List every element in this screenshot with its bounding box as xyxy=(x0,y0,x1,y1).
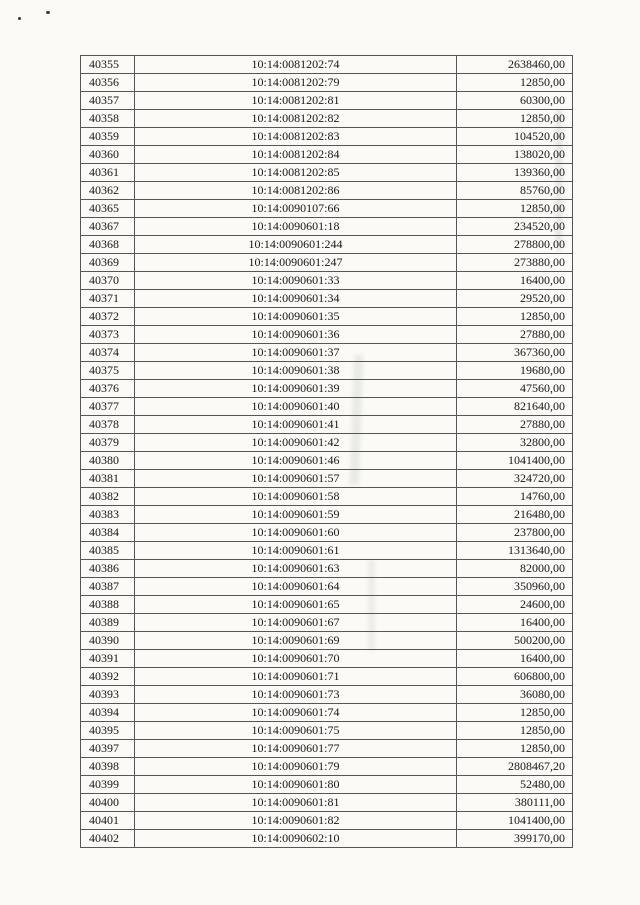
cell-amount: 399170,00 xyxy=(457,830,573,848)
table-row xyxy=(81,524,573,542)
cell-amount: 82000,00 xyxy=(457,560,573,578)
cell-record-id: 40374 xyxy=(81,344,135,362)
table-row xyxy=(81,488,573,506)
table-row xyxy=(81,308,573,326)
cell-record-id: 40360 xyxy=(81,146,135,164)
cell-record-id: 40402 xyxy=(81,830,135,848)
cell-cadastral-code: 10:14:0090601:67 xyxy=(135,614,457,632)
table-row xyxy=(81,758,573,776)
table-row xyxy=(81,578,573,596)
table-row xyxy=(81,434,573,452)
cell-cadastral-code: 10:14:0090601:18 xyxy=(135,218,457,236)
cell-record-id: 40358 xyxy=(81,110,135,128)
table-row xyxy=(81,416,573,434)
cell-cadastral-code: 10:14:0090601:70 xyxy=(135,650,457,668)
cell-cadastral-code: 10:14:0090601:58 xyxy=(135,488,457,506)
table-row xyxy=(81,812,573,830)
cell-record-id: 40384 xyxy=(81,524,135,542)
table-row xyxy=(81,830,573,848)
table-row xyxy=(81,218,573,236)
cell-cadastral-code: 10:14:0090601:74 xyxy=(135,704,457,722)
cell-record-id: 40387 xyxy=(81,578,135,596)
cell-record-id: 40367 xyxy=(81,218,135,236)
cell-amount: 12850,00 xyxy=(457,308,573,326)
table-row xyxy=(81,632,573,650)
cell-amount: 52480,00 xyxy=(457,776,573,794)
cell-amount: 2638460,00 xyxy=(457,56,573,74)
cell-amount: 14760,00 xyxy=(457,488,573,506)
cell-cadastral-code: 10:14:0090601:59 xyxy=(135,506,457,524)
cell-amount: 36080,00 xyxy=(457,686,573,704)
cell-cadastral-code: 10:14:0081202:84 xyxy=(135,146,457,164)
table-row xyxy=(81,290,573,308)
cell-amount: 380111,00 xyxy=(457,794,573,812)
cell-cadastral-code: 10:14:0090601:71 xyxy=(135,668,457,686)
table-row xyxy=(81,272,573,290)
cell-record-id: 40391 xyxy=(81,650,135,668)
cell-record-id: 40381 xyxy=(81,470,135,488)
cell-record-id: 40378 xyxy=(81,416,135,434)
table-row xyxy=(81,560,573,578)
records-table-body xyxy=(81,56,573,848)
cell-amount: 12850,00 xyxy=(457,110,573,128)
table-row xyxy=(81,668,573,686)
cell-cadastral-code: 10:14:0081202:83 xyxy=(135,128,457,146)
cell-cadastral-code: 10:14:0090601:41 xyxy=(135,416,457,434)
cell-cadastral-code: 10:14:0090602:10 xyxy=(135,830,457,848)
table-row xyxy=(81,254,573,272)
cell-record-id: 40389 xyxy=(81,614,135,632)
cell-amount: 1041400,00 xyxy=(457,812,573,830)
table-row xyxy=(81,128,573,146)
table-row xyxy=(81,596,573,614)
cell-record-id: 40397 xyxy=(81,740,135,758)
cell-amount: 24600,00 xyxy=(457,596,573,614)
cell-amount: 367360,00 xyxy=(457,344,573,362)
cell-record-id: 40400 xyxy=(81,794,135,812)
cell-cadastral-code: 10:14:0090601:81 xyxy=(135,794,457,812)
records-table xyxy=(80,55,573,848)
cell-record-id: 40373 xyxy=(81,326,135,344)
table-row xyxy=(81,344,573,362)
cell-cadastral-code: 10:14:0090601:35 xyxy=(135,308,457,326)
table-row xyxy=(81,200,573,218)
cell-amount: 278800,00 xyxy=(457,236,573,254)
cell-cadastral-code: 10:14:0090601:40 xyxy=(135,398,457,416)
cell-cadastral-code: 10:14:0081202:79 xyxy=(135,74,457,92)
cell-record-id: 40356 xyxy=(81,74,135,92)
cell-amount: 27880,00 xyxy=(457,416,573,434)
table-row xyxy=(81,380,573,398)
cell-record-id: 40369 xyxy=(81,254,135,272)
cell-amount: 12850,00 xyxy=(457,704,573,722)
table-row xyxy=(81,542,573,560)
cell-cadastral-code: 10:14:0081202:82 xyxy=(135,110,457,128)
table-row xyxy=(81,722,573,740)
table-row xyxy=(81,164,573,182)
table-row xyxy=(81,110,573,128)
cell-cadastral-code: 10:14:0090107:66 xyxy=(135,200,457,218)
cell-amount: 234520,00 xyxy=(457,218,573,236)
cell-amount: 500200,00 xyxy=(457,632,573,650)
cell-cadastral-code: 10:14:0090601:77 xyxy=(135,740,457,758)
cell-amount: 16400,00 xyxy=(457,614,573,632)
cell-amount: 12850,00 xyxy=(457,740,573,758)
cell-cadastral-code: 10:14:0090601:65 xyxy=(135,596,457,614)
cell-cadastral-code: 10:14:0090601:39 xyxy=(135,380,457,398)
cell-record-id: 40398 xyxy=(81,758,135,776)
cell-cadastral-code: 10:14:0090601:38 xyxy=(135,362,457,380)
cell-record-id: 40371 xyxy=(81,290,135,308)
cell-amount: 29520,00 xyxy=(457,290,573,308)
cell-amount: 324720,00 xyxy=(457,470,573,488)
cell-record-id: 40385 xyxy=(81,542,135,560)
table-row xyxy=(81,236,573,254)
cell-record-id: 40388 xyxy=(81,596,135,614)
scan-speck xyxy=(18,17,21,20)
cell-cadastral-code: 10:14:0090601:34 xyxy=(135,290,457,308)
cell-cadastral-code: 10:14:0090601:247 xyxy=(135,254,457,272)
cell-cadastral-code: 10:14:0090601:79 xyxy=(135,758,457,776)
table-row xyxy=(81,704,573,722)
cell-cadastral-code: 10:14:0090601:36 xyxy=(135,326,457,344)
cell-amount: 12850,00 xyxy=(457,74,573,92)
cell-record-id: 40376 xyxy=(81,380,135,398)
cell-cadastral-code: 10:14:0090601:42 xyxy=(135,434,457,452)
cell-record-id: 40399 xyxy=(81,776,135,794)
cell-cadastral-code: 10:14:0081202:85 xyxy=(135,164,457,182)
cell-record-id: 40383 xyxy=(81,506,135,524)
cell-cadastral-code: 10:14:0090601:75 xyxy=(135,722,457,740)
cell-record-id: 40380 xyxy=(81,452,135,470)
cell-amount: 104520,00 xyxy=(457,128,573,146)
cell-cadastral-code: 10:14:0090601:64 xyxy=(135,578,457,596)
cell-record-id: 40377 xyxy=(81,398,135,416)
cell-amount: 237800,00 xyxy=(457,524,573,542)
cell-cadastral-code: 10:14:0090601:69 xyxy=(135,632,457,650)
table-row xyxy=(81,740,573,758)
cell-record-id: 40368 xyxy=(81,236,135,254)
cell-cadastral-code: 10:14:0090601:33 xyxy=(135,272,457,290)
cell-cadastral-code: 10:14:0090601:73 xyxy=(135,686,457,704)
cell-record-id: 40365 xyxy=(81,200,135,218)
cell-cadastral-code: 10:14:0090601:80 xyxy=(135,776,457,794)
cell-amount: 12850,00 xyxy=(457,722,573,740)
cell-record-id: 40393 xyxy=(81,686,135,704)
table-row xyxy=(81,686,573,704)
cell-cadastral-code: 10:14:0090601:244 xyxy=(135,236,457,254)
table-row xyxy=(81,452,573,470)
cell-amount: 16400,00 xyxy=(457,650,573,668)
table-row xyxy=(81,776,573,794)
cell-amount: 139360,00 xyxy=(457,164,573,182)
table-row xyxy=(81,326,573,344)
cell-cadastral-code: 10:14:0090601:46 xyxy=(135,452,457,470)
cell-cadastral-code: 10:14:0081202:74 xyxy=(135,56,457,74)
cell-amount: 16400,00 xyxy=(457,272,573,290)
table-row xyxy=(81,794,573,812)
cell-amount: 821640,00 xyxy=(457,398,573,416)
cell-cadastral-code: 10:14:0090601:37 xyxy=(135,344,457,362)
cell-cadastral-code: 10:14:0090601:60 xyxy=(135,524,457,542)
table-row xyxy=(81,614,573,632)
cell-record-id: 40375 xyxy=(81,362,135,380)
cell-amount: 12850,00 xyxy=(457,200,573,218)
cell-cadastral-code: 10:14:0081202:86 xyxy=(135,182,457,200)
table-row xyxy=(81,398,573,416)
cell-record-id: 40394 xyxy=(81,704,135,722)
cell-record-id: 40382 xyxy=(81,488,135,506)
cell-record-id: 40357 xyxy=(81,92,135,110)
cell-amount: 85760,00 xyxy=(457,182,573,200)
cell-record-id: 40355 xyxy=(81,56,135,74)
cell-cadastral-code: 10:14:0090601:57 xyxy=(135,470,457,488)
table-row xyxy=(81,56,573,74)
cell-record-id: 40361 xyxy=(81,164,135,182)
table-row xyxy=(81,146,573,164)
table-row xyxy=(81,650,573,668)
cell-amount: 1041400,00 xyxy=(457,452,573,470)
cell-cadastral-code: 10:14:0081202:81 xyxy=(135,92,457,110)
cell-amount: 138020,00 xyxy=(457,146,573,164)
table-row xyxy=(81,182,573,200)
cell-amount: 606800,00 xyxy=(457,668,573,686)
cell-record-id: 40379 xyxy=(81,434,135,452)
cell-record-id: 40395 xyxy=(81,722,135,740)
cell-record-id: 40359 xyxy=(81,128,135,146)
cell-record-id: 40362 xyxy=(81,182,135,200)
table-row xyxy=(81,362,573,380)
cell-cadastral-code: 10:14:0090601:82 xyxy=(135,812,457,830)
cell-cadastral-code: 10:14:0090601:63 xyxy=(135,560,457,578)
cell-amount: 32800,00 xyxy=(457,434,573,452)
table-row xyxy=(81,92,573,110)
table-row xyxy=(81,506,573,524)
cell-amount: 47560,00 xyxy=(457,380,573,398)
cell-record-id: 40392 xyxy=(81,668,135,686)
cell-record-id: 40370 xyxy=(81,272,135,290)
cell-amount: 273880,00 xyxy=(457,254,573,272)
scan-speck xyxy=(46,11,50,14)
cell-amount: 60300,00 xyxy=(457,92,573,110)
cell-record-id: 40390 xyxy=(81,632,135,650)
table-row xyxy=(81,74,573,92)
cell-record-id: 40386 xyxy=(81,560,135,578)
cell-amount: 27880,00 xyxy=(457,326,573,344)
cell-amount: 216480,00 xyxy=(457,506,573,524)
cell-amount: 19680,00 xyxy=(457,362,573,380)
cell-amount: 350960,00 xyxy=(457,578,573,596)
cell-cadastral-code: 10:14:0090601:61 xyxy=(135,542,457,560)
cell-record-id: 40401 xyxy=(81,812,135,830)
cell-amount: 2808467,20 xyxy=(457,758,573,776)
cell-record-id: 40372 xyxy=(81,308,135,326)
table-row xyxy=(81,470,573,488)
cell-amount: 1313640,00 xyxy=(457,542,573,560)
